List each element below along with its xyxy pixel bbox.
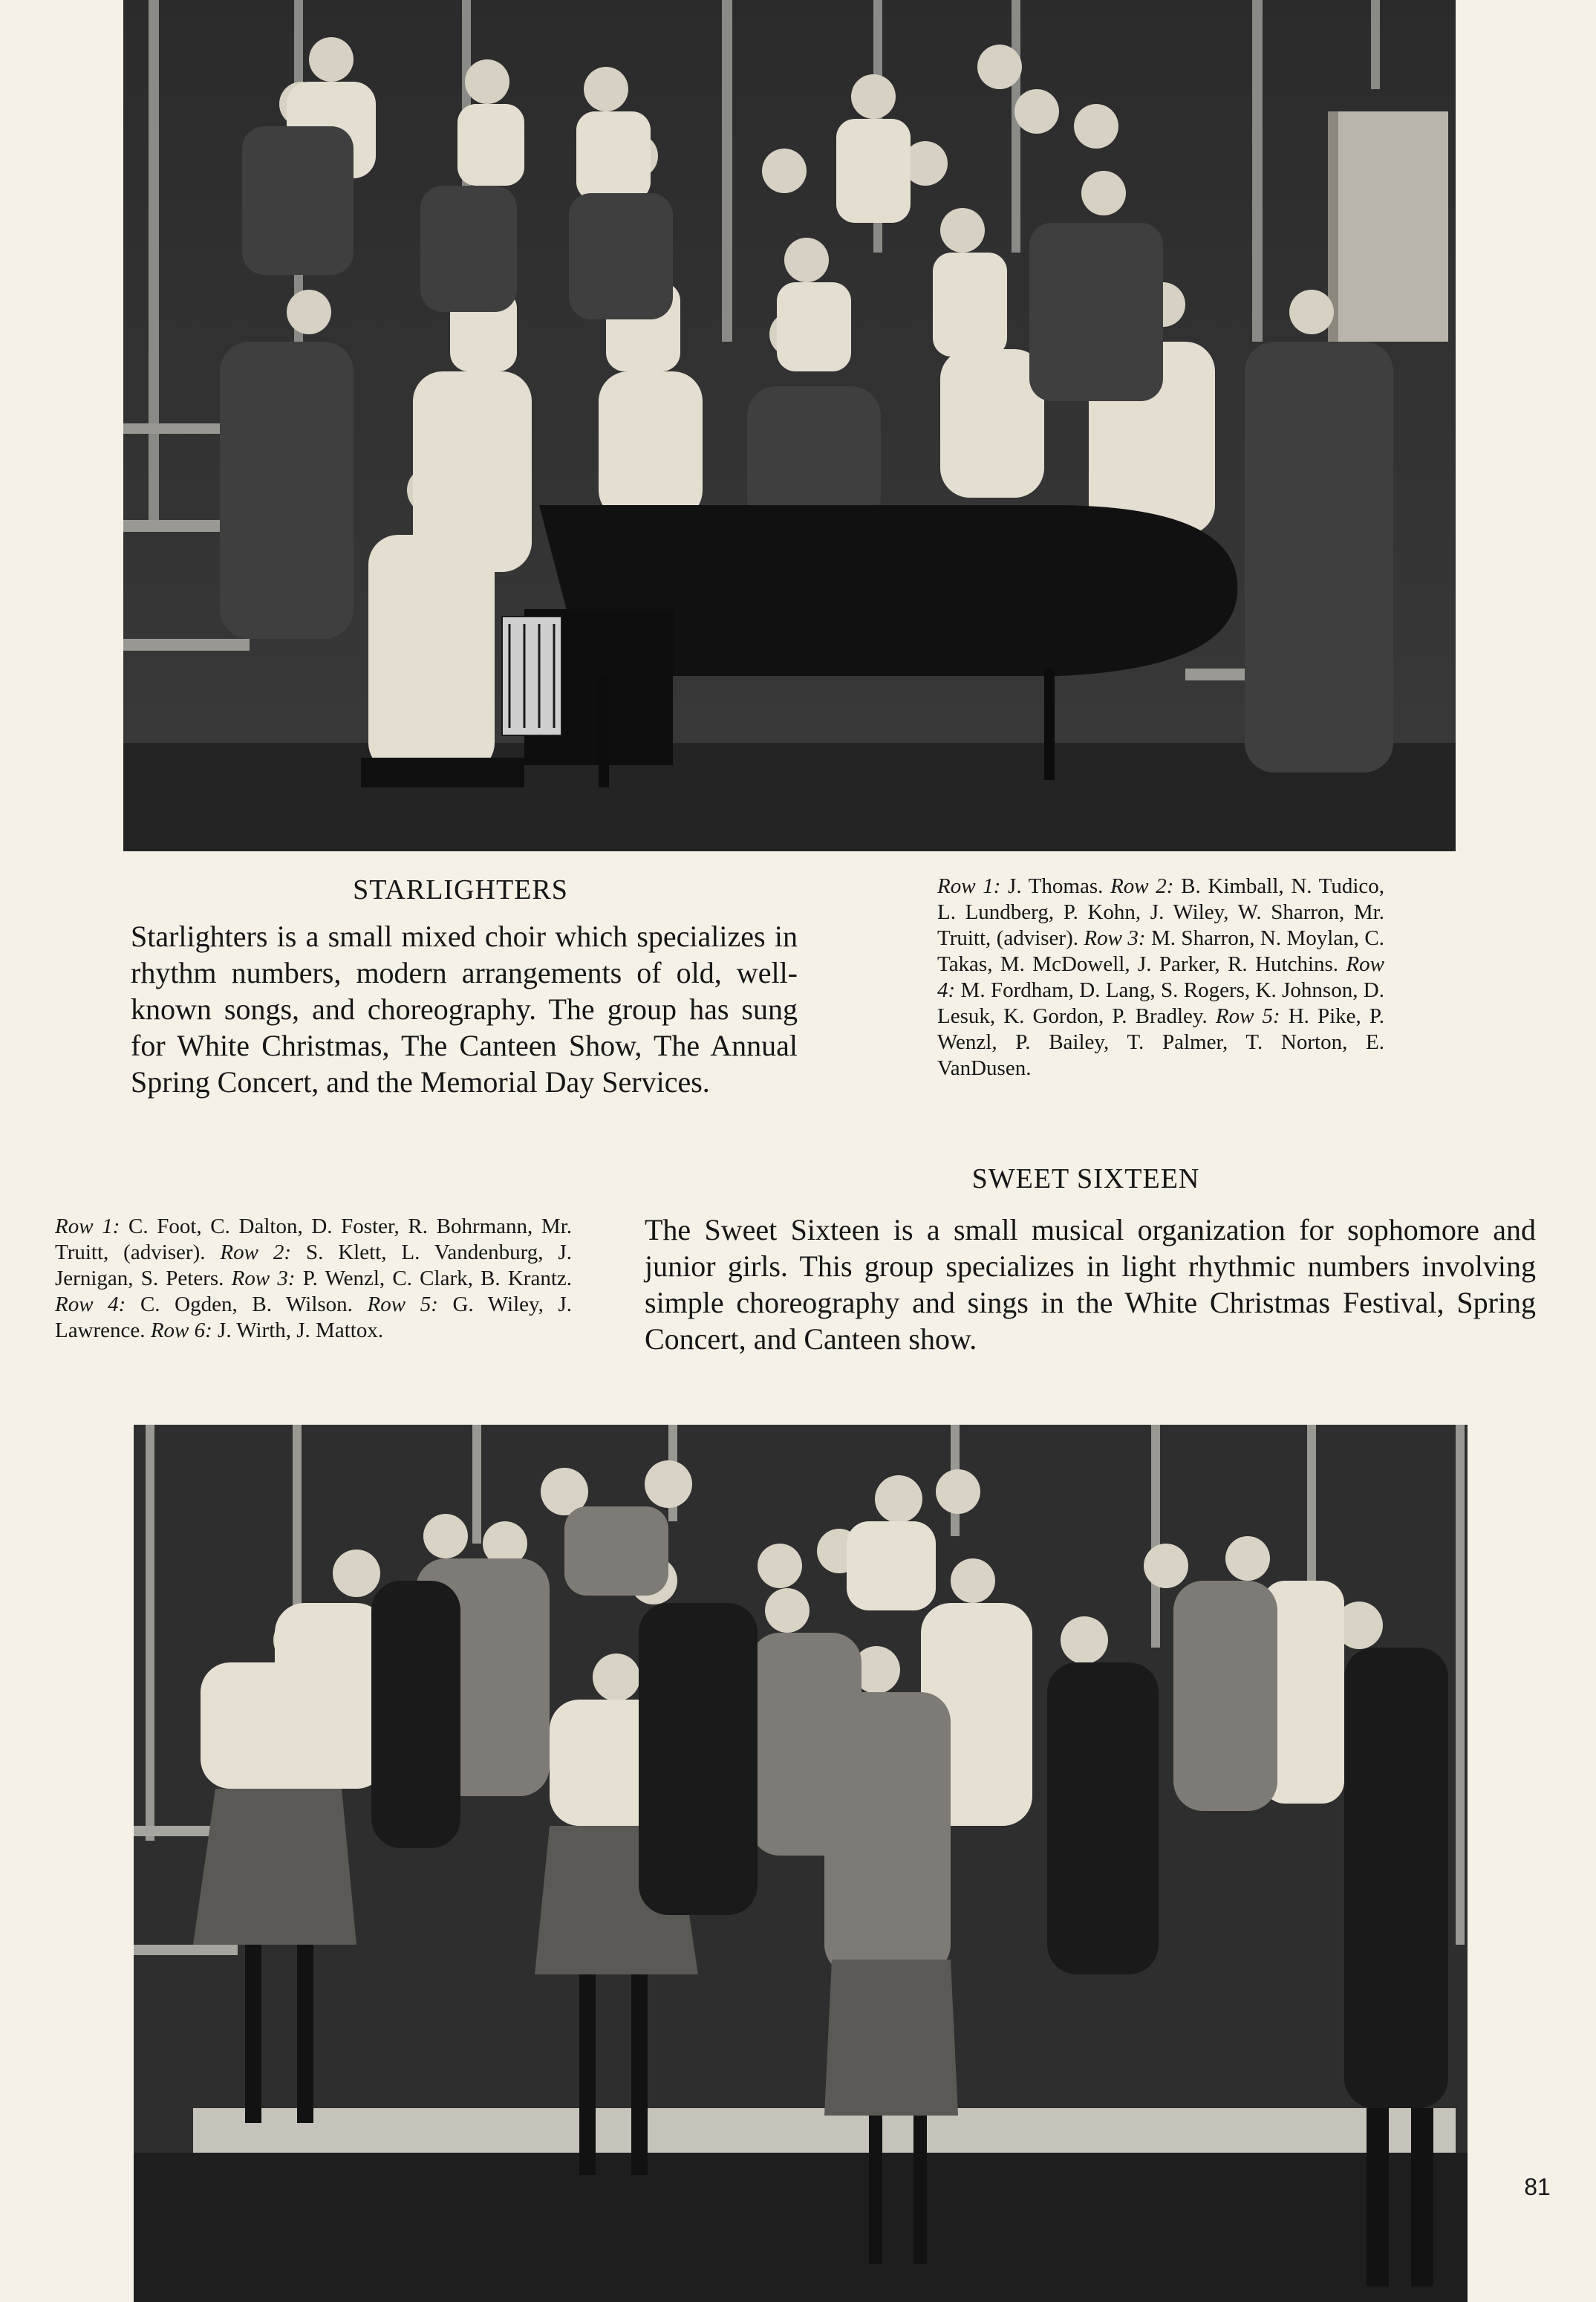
caption-row-label: Row 4: [937,952,1385,1002]
caption-row-label: Row 3: [1084,926,1146,950]
caption-row-names: M. Sharron, N. Moylan, C. Takas, M. McDowell, J. Parker, R. Hutchins. [937,926,1384,976]
caption-row-label: Row 6: [150,1319,212,1342]
caption-row-names: H. Pike, P. Wenzl, P. Bailey, T. Palmer, T. Norton, E. VanDusen. [937,1004,1385,1080]
caption-row-label: Row 4: [55,1293,126,1316]
caption-row-names: C. Ogden, B. Wilson. [140,1293,353,1316]
caption-row-names: M. Fordham, D. Lang, S. Rogers, K. Johnson, D. Lesuk, K. Gordon, P. Bradley. [937,978,1384,1028]
starlighters-photo [123,0,1456,851]
caption-row-label: Row 2: [1110,874,1174,898]
sweet-sixteen-description: The Sweet Sixteen is a small musical organization for sophomore and junior girls. This group specializes in light rhythmic numbers involving simple choreography and sings in the White Christmas Festival, Spring Concert, and Canteen show. [645,1213,1536,1356]
caption-row-names: J. Thomas. [1008,874,1104,898]
caption-row-names: C. Foot, C. Dalton, D. Foster, R. Bohrmann, Mr. Truitt, (adviser). [55,1215,573,1264]
caption-row-names: B. Kimball, N. Tudico, L. Lundberg, P. Kohn, J. Wiley, W. Sharron, Mr. Truitt, (adviser). [937,874,1385,950]
caption-row-label: Row 1: [55,1215,120,1238]
caption-row-names: G. Wiley, J. Lawrence. [55,1293,573,1342]
sweet-sixteen-photo [134,1425,1468,2302]
sweet-sixteen-caption [55,1214,572,1344]
caption-row-names: J. Wirth, J. Mattox. [218,1319,384,1342]
starlighters-heading: STARLIGHTERS [353,874,568,905]
caption-row-label: Row 1: [937,874,1001,898]
caption-row-label: Row 5: [367,1293,438,1316]
starlighters-caption [937,874,1384,1082]
caption-row-label: Row 5: [1215,1004,1280,1028]
page-number: 81 [1524,2173,1551,2200]
sweet-sixteen-photo-drawing [134,1425,1468,2302]
starlighters-photo-drawing [123,0,1456,851]
caption-row-names: S. Klett, L. Vandenburg, J. Jernigan, S. Peters. [55,1241,572,1290]
caption-row-label: Row 2: [220,1241,292,1264]
sweet-sixteen-heading: SWEET SIXTEEN [971,1163,1200,1194]
caption-row-names: P. Wenzl, C. Clark, B. Krantz. [302,1267,572,1290]
starlighters-description: Starlighters is a small mixed choir which specializes in rhythm numbers, modern arrangements of old, well-known songs, and choreography. The group has sung for White Christmas, The Canteen Show, The Annual Spring Concert, and the Memorial Day Services. [131,920,798,1099]
caption-row-label: Row 3: [231,1267,296,1290]
